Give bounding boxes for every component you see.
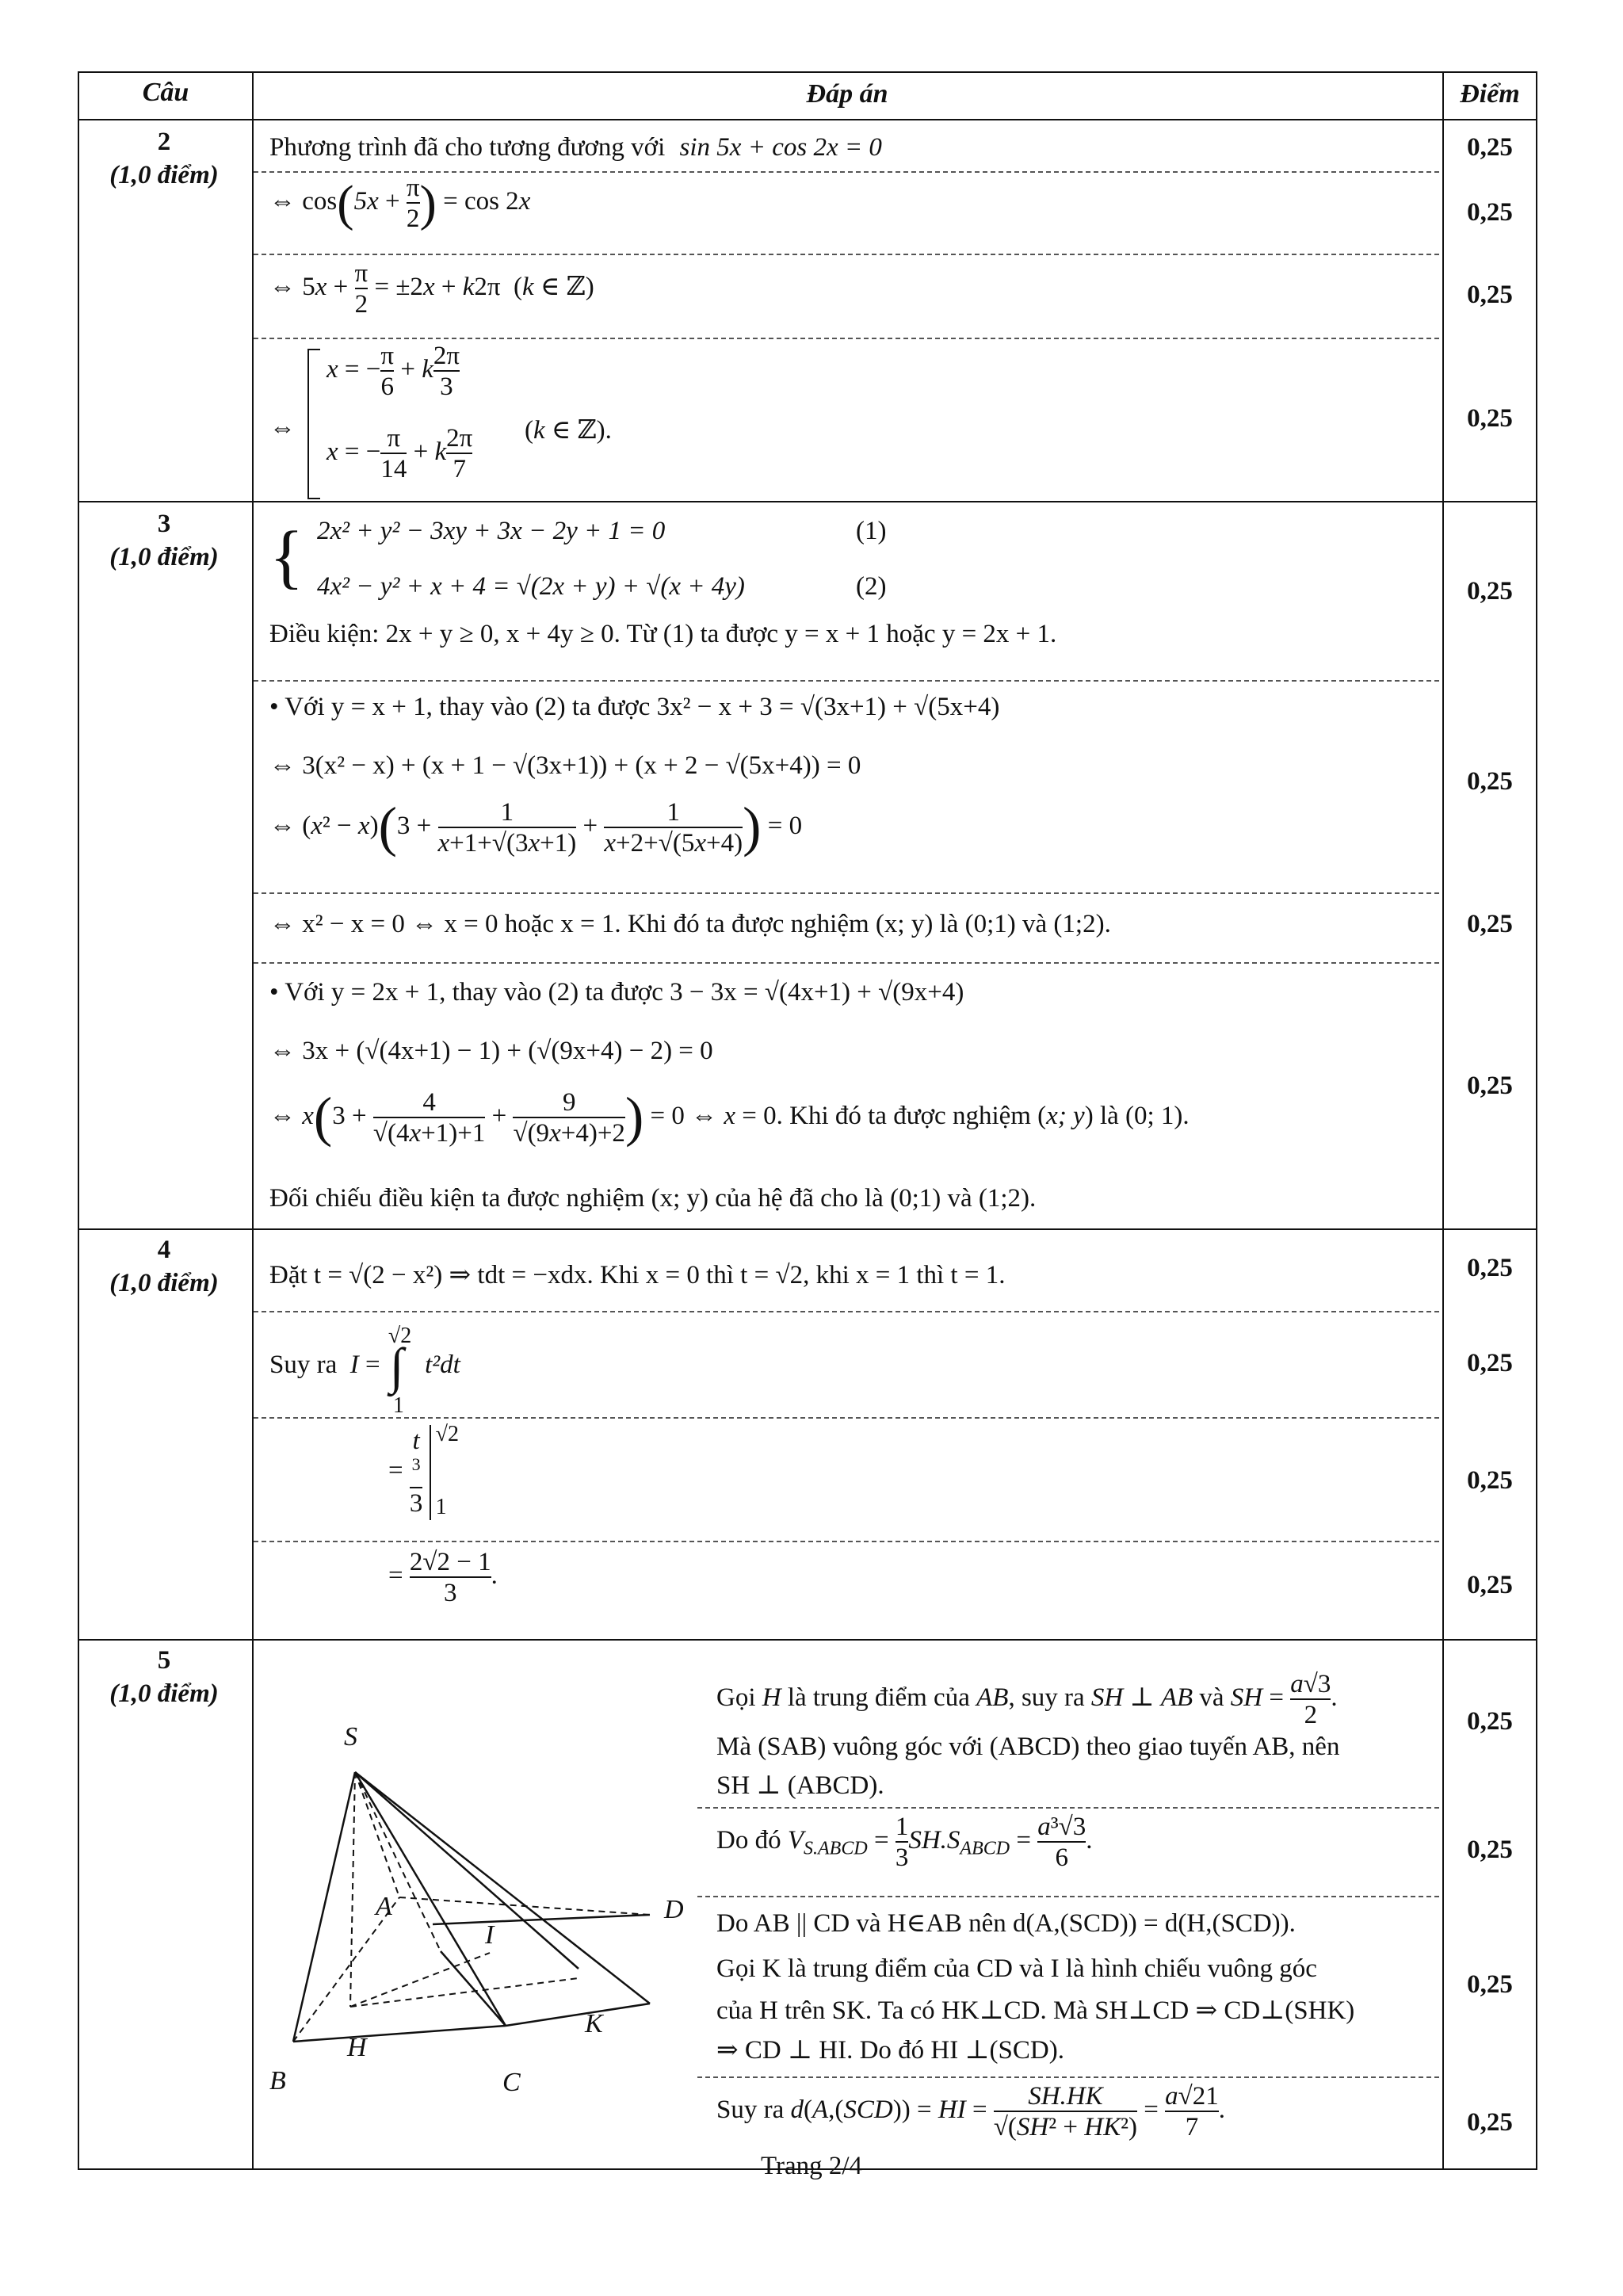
q2-line3: ⇔ 5x + $\frac{\pi}{2}$ = ±2x + k2π (k ∈ ℤ)	[269, 259, 594, 319]
q3-points-4: 0,25	[1467, 1072, 1513, 1100]
q4-line4: = $\frac{2√2 - 1}{3}$ .	[388, 1548, 498, 1607]
q3-points-2: 0,25	[1467, 767, 1513, 796]
label-d: D	[664, 1895, 684, 1924]
q2-line1: Phương trình đã cho tương đương với sin 5x + cos 2x = 0	[269, 133, 882, 162]
q3-conclusion: Đối chiếu điều kiện ta được nghiệm (x; y) của hệ đã cho là (0;1) và (1;2).	[269, 1184, 1037, 1213]
q2-points-2: 0,25	[1467, 198, 1513, 227]
q2-label: 2 (1,0 điểm)	[109, 128, 219, 189]
q3-case1-line1: • Với y = x + 1, thay vào (2) ta được 3x² − x + 3 = √(3x+1) + √(5x+4)	[269, 693, 1000, 721]
q2-points-3: 0,25	[1467, 281, 1513, 309]
q5-points-4: 0,25	[1467, 2108, 1513, 2137]
q4-points-2: 0,25	[1467, 1349, 1513, 1377]
header-answer: Đáp án	[806, 79, 888, 109]
q5-step2: Do đó $V_{S.ABCD}$ = $\frac{1}{3}$ $SH.S_{ABCD}$ = $\frac{\text{a³√3}}{6}$ .	[716, 1813, 1093, 1872]
q5-step3-line4: ⇒ CD ⊥ HI. Do đó HI ⊥(SCD).	[716, 2036, 1064, 2065]
q4-line1: Đặt t = √(2 − x²) ⇒ tdt = −xdx. Khi x = 0 thì t = √2, khi x = 1 thì t = 1.	[269, 1261, 1006, 1289]
q5-label: 5 (1,0 điểm)	[109, 1646, 219, 1708]
page-number: Trang 2/4	[760, 2152, 863, 2180]
label-i: I	[485, 1920, 495, 1950]
q4-label: 4 (1,0 điểm)	[109, 1236, 219, 1297]
column-divider	[252, 73, 254, 2168]
q3-case2-line2: ⇔ 3x + (√(4x+1) − 1) + (√(9x+4) − 2) = 0	[269, 1037, 713, 1065]
pyramid-figure	[262, 1672, 769, 2124]
q3-points-3: 0,25	[1467, 910, 1513, 938]
label-k: K	[585, 2009, 603, 2038]
q2-points-4: 0,25	[1467, 404, 1513, 433]
q5-points-3: 0,25	[1467, 1970, 1513, 1999]
label-h: H	[347, 2033, 367, 2062]
q4-points-1: 0,25	[1467, 1254, 1513, 1282]
q3-label: 3 (1,0 điểm)	[109, 510, 219, 571]
q4-line2: Suy ra I = √2 ∫ 1 t²dt	[269, 1324, 460, 1418]
header-divider	[79, 119, 1536, 120]
q5-points-1: 0,25	[1467, 1707, 1513, 1736]
q3-case2-line3: ⇔ x(3 + $\frac{4}{√(4x+1)+1}$ + $\frac{9}{√(9x+4)+2}$ ) = 0 ⇔ x = 0. Khi đó ta được nghiệm (x; y) là (0; 1).	[269, 1087, 1190, 1148]
q5-step4: Suy ra d(A,(SCD)) = HI = $\frac{SH.HK}{\text{√(SH² + HK²)}}$ = $\frac{a√21}{7}$ .	[716, 2082, 1226, 2141]
label-b: B	[269, 2066, 286, 2095]
q3-case2-line1: • Với y = 2x + 1, thay vào (2) ta được 3 − 3x = √(4x+1) + √(9x+4)	[269, 978, 964, 1007]
q5-step1-line2: Mà (SAB) vuông góc với (ABCD) theo giao tuyến AB, nên	[716, 1733, 1340, 1761]
q4-points-3: 0,25	[1467, 1466, 1513, 1495]
label-s: S	[344, 1722, 357, 1752]
q3-case1-result: ⇔ x² − x = 0 ⇔ x = 0 hoặc x = 1. Khi đó ta được nghiệm (x; y) là (0;1) và (1;2).	[269, 910, 1111, 938]
q3-case1-line3: ⇔ (x² − x)(3 + $\frac{1}{x+1+√(3x+1)}$ + $\frac{1}{x+2+√(5x+4)}$ ) = 0	[269, 797, 803, 858]
q2-line2: ⇔ cos(5x + $\frac{\pi}{2}$ ) = cos 2x	[269, 174, 531, 233]
label-a: A	[376, 1892, 392, 1921]
q3-points-1: 0,25	[1467, 577, 1513, 606]
answer-table: Câu Đáp án Điểm 2 (1,0 điểm) Phương trình đã cho tương đương với sin 5x + cos 2x = 0 ⇔ cos(5x + $\frac{\pi}{2}$ ) = cos 2x ⇔ 5x + $\frac{\pi}{2}$ = ±2x + k2π (k ∈ ℤ) ⇔ x = − $\frac{\pi}{6}$ + k $\frac{2\pi}{3}$ x = − $\frac{\pi}{14}$ + k $\frac{2\pi}{7}$ (k ∈ ℤ). 0,25 0,25 0,25 0,25 3 (1,0 điểm) { 2x² + y² − 3xy + 3x − 2y + 1 = 0 (1) 4x² − y² + x + 4 = √(2x + y) + √(x + 4y) (2) Điều kiện: 2x + y ≥ 0, x + 4y ≥ 0. Từ (1) ta được y = x + 1 hoặc y = 2x + 1. 0,25 • Với y = x + 1, thay vào (2) ta được 3x² − x + 3 = √(3x+1) + √(5x+4) ⇔ 3(x² − x) + (x + 1 − √(3x+1)) + (x + 2 − √(5x+4)) = 0 ⇔ (x² − x)(3 + $\frac{1}{x+1+√(3x+1)}$ + $\frac{1}{x+2+√(5x+4)}$ ) = 0 0,25 ⇔ x² − x = 0 ⇔ x = 0 hoặc x = 1. Khi đó ta được nghiệm (x; y) là (0;1) và (1;2). 0,25 • Với y = 2x + 1, thay vào (2) ta được 3 − 3x = √(4x+1) + √(9x+4) ⇔ 3x + (√(4x+1) − 1) + (√(9x+4) − 2) = 0 ⇔ x(3 + $\frac{4}{√(4x+1)+1}$ + $\frac{9}{√(9x+4)+2}$ ) = 0 ⇔ x = 0. Khi đó ta được nghiệm (x; y) là (0; 1). Đối chiếu điều kiện ta được nghiệm (x; y) của hệ đã cho là (0;1) và (1;2). 0,25 4 (1,0 điểm) Đặt t = √(2 − x²) ⇒ tdt = −xdx. Khi x = 0 thì t = √2, khi x = 1 thì t = 1. 0,25 Suy ra I = √2 ∫ 1 t²dt 0,25 = t $^3$ 3 √2 1 0,25 = $\frac{2√2 - 1}{3}$ . 0,25 5 (1,0 điểm) S A I D H K B C Gọi H là trung điểm của AB, suy ra SH ⊥ AB và SH = $\frac{a√3}{2}$ . Mà (SAB) vuông góc với (ABCD) theo giao tuyến AB, nên SH ⊥ (ABCD). 0,25 Do đó $V_{S.ABCD}$ = $\frac{1}{3}$ $SH.S_{ABCD}$ = $\frac{\text{a³√3}}{6}$ . 0,25 Do AB || CD và H∈AB nên d(A,(SCD)) = d(H,(SCD)). Gọi K là trung điểm của CD và I là hình chiếu vuông góc của H trên SK. Ta có HK⊥CD. Mà SH⊥CD ⇒ CD⊥(SHK) ⇒ CD ⊥ HI. Do đó HI ⊥(SCD). 0,25 Suy ra d(A,(SCD)) = HI = $\frac{SH.HK}{\text{√(SH² + HK²)}}$ = $\frac{a√21}{7}$ . 0,25	[78, 71, 1537, 2170]
header-question: Câu	[142, 78, 189, 107]
q3-condition: Điều kiện: 2x + y ≥ 0, x + 4y ≥ 0. Từ (1) ta được y = x + 1 hoặc y = 2x + 1.	[269, 620, 1057, 648]
label-c: C	[502, 2068, 521, 2097]
header-points: Điểm	[1460, 79, 1520, 109]
q5-step3-line2: Gọi K là trung điểm của CD và I là hình chiếu vuông góc	[716, 1954, 1317, 1983]
q5-step1-line1: Gọi H là trung điểm của AB, suy ra SH ⊥ AB và SH = $\frac{a√3}{2}$ .	[716, 1670, 1338, 1729]
q5-step1-line3: SH ⊥ (ABCD).	[716, 1771, 884, 1800]
q4-points-4: 0,25	[1467, 1571, 1513, 1599]
q3-case1-line2: ⇔ 3(x² − x) + (x + 1 − √(3x+1)) + (x + 2 − √(5x+4)) = 0	[269, 751, 861, 780]
q4-line3: = t $^3$ 3 √2 1	[388, 1425, 463, 1520]
q5-points-2: 0,25	[1467, 1836, 1513, 1864]
q5-step3-line3: của H trên SK. Ta có HK⊥CD. Mà SH⊥CD ⇒ CD⊥(SHK)	[716, 1996, 1355, 2025]
q2-points-1: 0,25	[1467, 133, 1513, 162]
q5-step3-line1: Do AB || CD và H∈AB nên d(A,(SCD)) = d(H,(SCD)).	[716, 1909, 1296, 1938]
